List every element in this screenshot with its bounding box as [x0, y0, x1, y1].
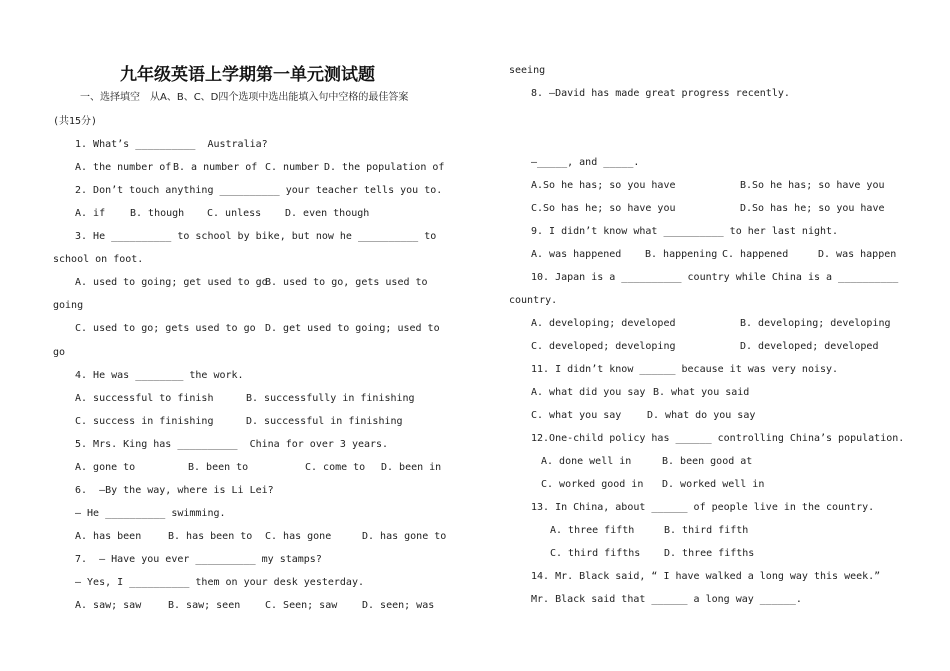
q2-stem: 2. Don’t touch anything __________ your teacher tells you to. [75, 185, 443, 196]
q13-option-d: D. three fifths [664, 548, 755, 559]
q8-option-d: D.So has he; so you have [740, 203, 885, 214]
q14-stem: 14. Mr. Black said, “ I have walked a long way this week.” [531, 571, 881, 582]
q10-option-b: B. developing; developing [740, 318, 891, 329]
q14-stem-cont: Mr. Black said that ______ a long way ______. [531, 594, 802, 605]
q12-option-b: B. been good at [662, 456, 753, 467]
page-title: 九年级英语上学期第一单元测试题 [120, 65, 375, 85]
q2-option-a: A. if [75, 208, 106, 219]
q7-option-a: A. saw; saw [75, 600, 142, 611]
q13-option-c: C. third fifths [550, 548, 641, 559]
section-instruction: 一、选择填空 从A、B、C、D四个选项中选出能填入句中空格的最佳答案 [80, 92, 409, 103]
q12-option-a: A. done well in [541, 456, 632, 467]
q7-stem: 7. — Have you ever __________ my stamps? [75, 554, 322, 565]
q7-stem-cont: — Yes, I __________ them on your desk yesterday. [75, 577, 364, 588]
q1-option-d: D. the population of [324, 162, 445, 173]
q5-option-b: B. been to [188, 462, 249, 473]
q4-option-c: C. success in finishing [75, 416, 214, 427]
q9-option-a: A. was happened [531, 249, 622, 260]
q5-option-d: D. been in [381, 462, 442, 473]
q4-stem: 4. He was ________ the work. [75, 370, 244, 381]
q9-stem: 9. I didn’t know what __________ to her last night. [531, 226, 839, 237]
q8-stem: 8. —David has made great progress recently. [531, 88, 790, 99]
q11-option-a: A. what did you say [531, 387, 646, 398]
q10-option-c: C. developed; developing [531, 341, 676, 352]
section-score: (共15分) [53, 116, 98, 127]
q5-option-a: A. gone to [75, 462, 136, 473]
q12-stem: 12.One-child policy has ______ controlling China’s population. [531, 433, 905, 444]
q13-option-b: B. third fifth [664, 525, 749, 536]
q4-option-d: D. successful in finishing [246, 416, 403, 427]
q8-option-c: C.So has he; so have you [531, 203, 676, 214]
q6-option-d: D. has gone to [362, 531, 447, 542]
q4-option-b: B. successfully in finishing [246, 393, 415, 404]
q2-option-b: B. though [130, 208, 185, 219]
q7-option-b: B. saw; seen [168, 600, 241, 611]
q3-option-c: C. used to go; gets used to go [75, 323, 256, 334]
q3-stem-cont: school on foot. [53, 254, 144, 265]
q13-stem: 13. In China, about ______ of people live in the country. [531, 502, 875, 513]
q3-stem: 3. He __________ to school by bike, but now he __________ to [75, 231, 437, 242]
q7-option-d-cont: seeing [509, 65, 546, 76]
q11-option-b: B. what you said [653, 387, 750, 398]
q3-option-a: A. used to going; get used to go [75, 277, 268, 288]
q6-option-b: B. has been to [168, 531, 253, 542]
q11-option-c: C. what you say [531, 410, 622, 421]
q8-stem-cont: —_____, and _____. [531, 157, 640, 168]
q5-stem: 5. Mrs. King has __________ China for over 3 years. [75, 439, 389, 450]
q9-option-b: B. happening [645, 249, 718, 260]
q1-stem: 1. What’s __________ Australia? [75, 139, 268, 150]
q8-option-a: A.So he has; so you have [531, 180, 676, 191]
q10-option-d: D. developed; developed [740, 341, 879, 352]
q13-option-a: A. three fifth [550, 525, 635, 536]
q7-option-c: C. Seen; saw [265, 600, 338, 611]
q1-option-a: A. the number of [75, 162, 172, 173]
q3-option-d: D. get used to going; used to [265, 323, 440, 334]
q9-option-d: D. was happen [818, 249, 897, 260]
q2-option-c: C. unless [207, 208, 262, 219]
q9-option-c: C. happened [722, 249, 789, 260]
q12-option-c: C. worked good in [541, 479, 644, 490]
q1-option-b: B. a number of [173, 162, 258, 173]
q10-stem: 10. Japan is a __________ country while China is a __________ [531, 272, 899, 283]
q6-option-a: A. has been [75, 531, 142, 542]
q7-option-d: D. seen; was [362, 600, 435, 611]
q3-option-b: B. used to go, gets used to [265, 277, 428, 288]
q4-option-a: A. successful to finish [75, 393, 214, 404]
q6-stem: 6. —By the way, where is Li Lei? [75, 485, 274, 496]
q3-option-b-cont: going [53, 300, 84, 311]
q6-stem-cont: — He __________ swimming. [75, 508, 226, 519]
q1-option-c: C. number [265, 162, 320, 173]
q10-stem-cont: country. [509, 295, 558, 306]
q5-option-c: C. come to [305, 462, 366, 473]
q10-option-a: A. developing; developed [531, 318, 676, 329]
q11-stem: 11. I didn’t know ______ because it was very noisy. [531, 364, 839, 375]
q11-option-d: D. what do you say [647, 410, 756, 421]
q6-option-c: C. has gone [265, 531, 332, 542]
q2-option-d: D. even though [285, 208, 370, 219]
q12-option-d: D. worked well in [662, 479, 765, 490]
q8-option-b: B.So he has; so have you [740, 180, 885, 191]
q3-option-d-cont: go [53, 347, 66, 358]
